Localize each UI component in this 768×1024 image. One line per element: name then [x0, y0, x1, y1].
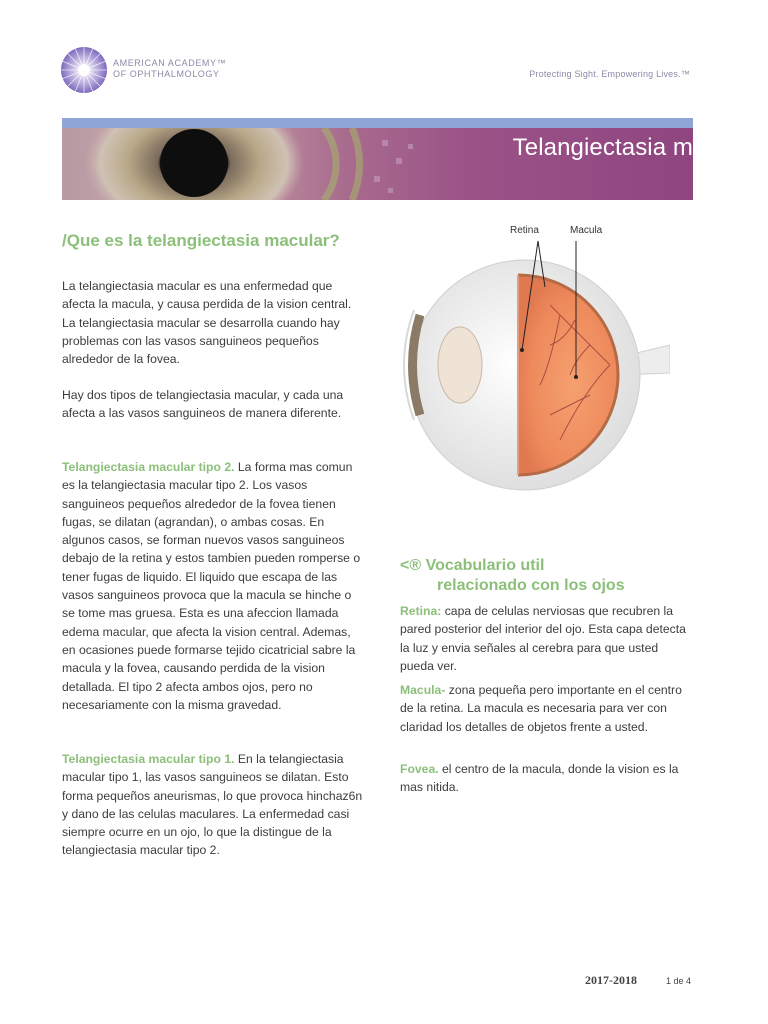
type2-label: Telangiectasia macular tipo 2.: [62, 460, 235, 474]
label-retina: Retina: [510, 225, 539, 236]
intro-paragraph: La telangiectasia macular es una enfermedad que afecta la macula, y causa perdida de la vision central. La telangiectasia macular se desarrolla cuando hay problemas con las vasos sanguineos pequeños alrededor de la fovea.: [62, 279, 352, 367]
page-title: Telangiectasia macular: [512, 134, 759, 161]
term-fovea: Fovea.: [400, 762, 439, 776]
type1-text: En la telangiectasia macular tipo 1, las vasos sanguineos se dilatan. Esto forma pequeños aneurismas, lo que provoca hinchaz6n y dano de las celulas maculares. La enfermedad casi siempre ocurre en un ojo, lo que la distingue de la telangiectasia macular tipo 2.: [62, 752, 363, 858]
type2-paragraph: [62, 458, 367, 714]
vocabulary-heading-line-1: <® Vocabulario util: [400, 557, 545, 574]
label-macula: Macula: [570, 225, 603, 236]
vocab-macula: [400, 681, 690, 736]
vocab-retina: [400, 602, 690, 675]
vocab-fovea: [400, 760, 690, 797]
def-macula: zona pequeña pero importante en el centro de la retina. La macula es necesaria para ver con claridad los detalles de objetos frente a usted.: [400, 683, 682, 734]
type1-paragraph: [62, 750, 367, 860]
organization-name: [113, 58, 226, 80]
page-number: 1 de 4: [666, 976, 692, 986]
org-line-1: AMERICAN ACADEMY™: [113, 58, 227, 68]
tagline: Protecting Sight. Empowering Lives.™: [529, 69, 690, 79]
type1-label: Telangiectasia macular tipo 1.: [62, 752, 235, 766]
footer-year: 2017-2018: [585, 973, 637, 987]
term-retina: Retina:: [400, 604, 442, 618]
banner-top-stripe: [62, 118, 693, 128]
academy-logo-icon: [60, 46, 108, 94]
types-paragraph: Hay dos tipos de telangiectasia macular, y cada una afecta a las vasos sanguineos de manera diferente.: [62, 388, 344, 421]
eye-anatomy-diagram: [400, 215, 670, 515]
section-heading-what-is: /Que es la telangiectasia macular?: [62, 231, 340, 250]
def-retina: capa de celulas nerviosas que recubren la pared posterior del interior del ojo. Esta capa detecta la luz y envia señales al cerebra para que usted pueda ver.: [400, 604, 686, 673]
vocabulary-heading-line-2: relacionado con los ojos: [437, 577, 625, 594]
vocabulary-heading: [400, 556, 690, 596]
def-fovea: el centro de la macula, donde la vision es la mas nitida.: [400, 762, 679, 795]
org-line-2: OF OPHTHALMOLOGY: [113, 69, 220, 79]
type2-text: La forma mas comun es la telangiectasia macular tipo 2. Los vasos sanguineos pequeños alrededor de la fovea tienen fugas, se dilatan (agrandan), o ambas cosas. En algunos casos, se forman nuevos vasos sanguineos debajo de la retina y estos tambien pueden romperse o tener fugas de liquido. El liquido que escapa de las vasos sanguineos provoca que la macula se hinche o se tome mas gruesa. Esta es una afeccion llamada edema macular, que afecta la vision central. Ademas, en ocasiones puede formarse tejido cicatricial sabre la macula y la fovea, causando perdida de la vision detallada. El tipo 2 afecta ambos ojos, pero no necesariamente con la misma gravedad.: [62, 460, 361, 712]
term-macula: Macula-: [400, 683, 446, 697]
